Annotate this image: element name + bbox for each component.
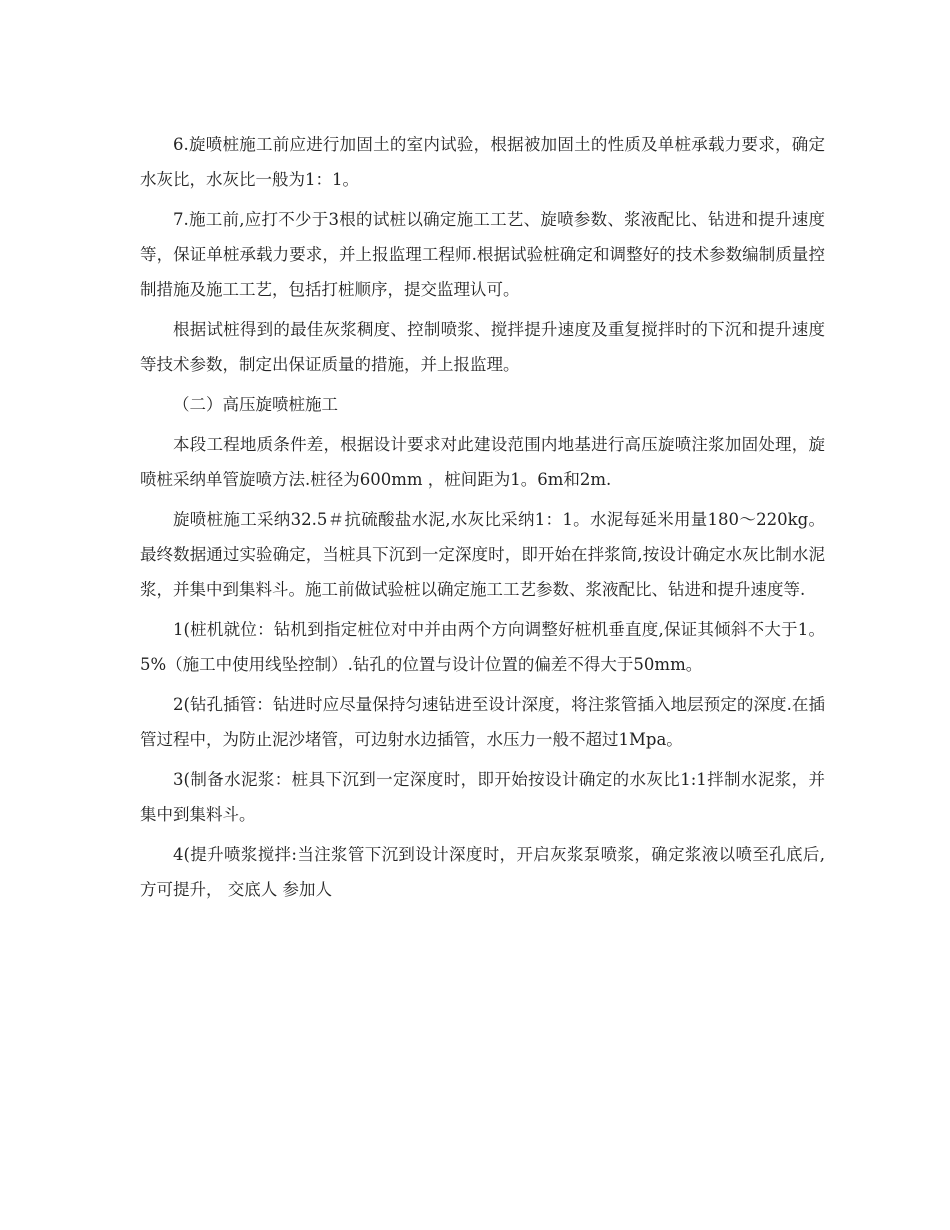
paragraph-geology-conditions: 本段工程地质条件差，根据设计要求对此建设范围内地基进行高压旋喷注浆加固处理，旋喷桩采纳单管旋喷方法.桩径为600mm ，桩间距为1。6m和2m. xyxy=(140,435,825,489)
paragraph-step-4-lifting-spraying: 4(提升喷浆搅拌:当注浆管下沉到设计深度时，开启灰浆泵喷浆，确定浆液以喷至孔底后,方可提升， 交底人 参加人 xyxy=(140,845,825,899)
paragraph-step-1-positioning: 1(桩机就位：钻机到指定桩位对中并由两个方向调整好桩机垂直度,保证其倾斜不大于1。5%（施工中使用线坠控制）.钻孔的位置与设计位置的偏差不得大于50mm。 xyxy=(140,620,825,674)
section-heading-high-pressure-jet-pile: （二）高压旋喷桩施工 xyxy=(173,395,338,414)
paragraph-item-7: 7.施工前,应打不少于3根的试桩以确定施工工艺、旋喷参数、浆液配比、钻进和提升速度等，保证单桩承载力要求，并上报监理工程师.根据试验桩确定和调整好的技术参数编制质量控制措施及施工工艺，包括打桩顺序，提交监理认可。 xyxy=(140,210,825,299)
document-body xyxy=(140,127,825,912)
paragraph-step-2-drilling: 2(钻孔插管：钻进时应尽量保持匀速钻进至设计深度，将注浆管插入地层预定的深度.在插管过程中，为防止泥沙堵管，可边射水边插管，水压力一般不超过1Mpa。 xyxy=(140,695,825,749)
paragraph-item-6: 6.旋喷桩施工前应进行加固土的室内试验，根据被加固土的性质及单桩承载力要求，确定水灰比，水灰比一般为1：1。 xyxy=(140,135,825,189)
paragraph-cement-ratio: 旋喷桩施工采纳32.5＃抗硫酸盐水泥,水灰比采纳1：1。水泥每延米用量180～220kg。最终数据通过实验确定，当桩具下沉到一定深度时，即开始在拌浆筒,按设计确定水灰比制水泥浆，并集中到集料斗。施工前做试验桩以确定施工工艺参数、浆液配比、钻进和提升速度等. xyxy=(140,510,825,599)
paragraph-test-pile-parameters: 根据试桩得到的最佳灰浆稠度、控制喷浆、搅拌提升速度及重复搅拌时的下沉和提升速度等技术参数，制定出保证质量的措施，并上报监理。 xyxy=(140,320,825,374)
paragraph-step-3-cement-slurry: 3(制备水泥浆：桩具下沉到一定深度时，即开始按设计确定的水灰比1:1拌制水泥浆，并集中到集料斗。 xyxy=(140,770,825,824)
